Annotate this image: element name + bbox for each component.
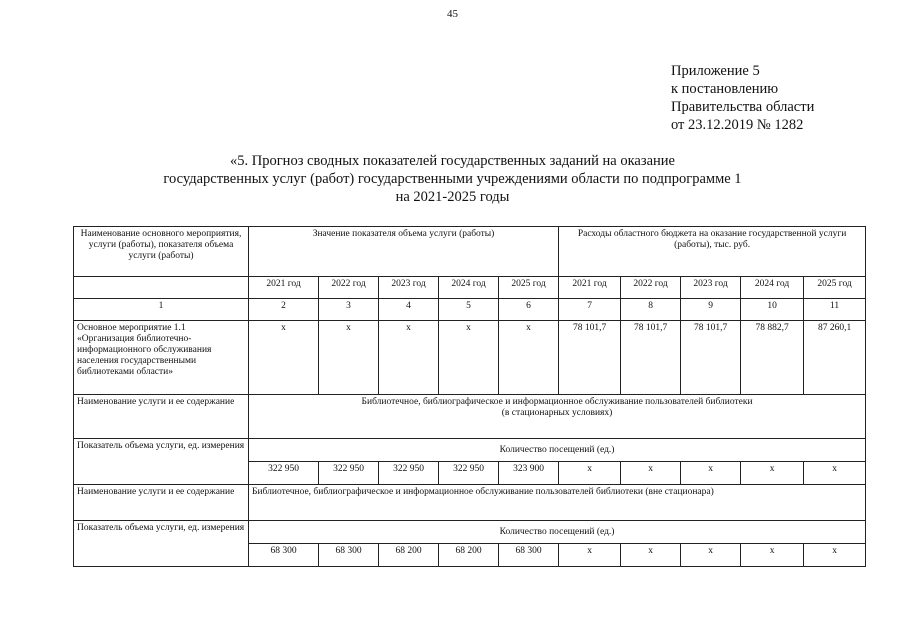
header-row bbox=[74, 227, 866, 277]
service-name-value-cell bbox=[249, 395, 866, 439]
expense-cell: 78 101,7 bbox=[559, 321, 621, 395]
appendix-line: к постановлению bbox=[671, 81, 779, 97]
expense-cell: x bbox=[621, 462, 681, 485]
expense-cell: x bbox=[741, 544, 804, 567]
value-cell: 68 300 bbox=[319, 544, 379, 567]
year-cell: 2025 год bbox=[499, 277, 559, 299]
years-row bbox=[74, 277, 866, 299]
header-value-cell: Значение показателя объема услуги (работы) bbox=[249, 227, 559, 277]
service-name-value-cell: Библиотечное, библиографическое и информационное обслуживание пользователей библиотеки (вне стационара) bbox=[249, 485, 866, 521]
year-cell: 2024 год bbox=[741, 277, 804, 299]
service2-indicator-row bbox=[74, 521, 866, 544]
service-name-line: Библиотечное, библиографическое и информационное обслуживание пользователей библиотеки bbox=[361, 397, 753, 407]
value-cell: 68 300 bbox=[499, 544, 559, 567]
expense-cell: x bbox=[681, 544, 741, 567]
value-cell: 322 950 bbox=[439, 462, 499, 485]
column-number-cell: 2 bbox=[249, 299, 319, 321]
column-number-cell: 5 bbox=[439, 299, 499, 321]
forecast-table bbox=[73, 226, 866, 567]
measure-row bbox=[74, 321, 866, 395]
year-cell: 2021 год bbox=[249, 277, 319, 299]
service1-indicator-row bbox=[74, 439, 866, 462]
expense-cell: x bbox=[804, 544, 866, 567]
column-number-cell: 8 bbox=[621, 299, 681, 321]
appendix-line: Приложение 5 bbox=[671, 63, 760, 79]
title-line: «5. Прогноз сводных показателей государственных заданий на оказание bbox=[230, 153, 675, 169]
year-cell: 2023 год bbox=[379, 277, 439, 299]
column-number-cell: 7 bbox=[559, 299, 621, 321]
year-cell: 2022 год bbox=[319, 277, 379, 299]
column-number-cell: 11 bbox=[804, 299, 866, 321]
expense-cell: 78 882,7 bbox=[741, 321, 804, 395]
expense-cell: x bbox=[621, 544, 681, 567]
service2-name-row bbox=[74, 485, 866, 521]
header-name-cell: Наименование основного мероприятия, услуги (работы), показателя объема услуги (работы) bbox=[74, 227, 249, 277]
value-cell: 322 950 bbox=[319, 462, 379, 485]
expense-cell: x bbox=[559, 462, 621, 485]
appendix-line: Правительства области bbox=[671, 99, 815, 115]
value-cell: x bbox=[499, 321, 559, 395]
value-cell: 68 300 bbox=[249, 544, 319, 567]
empty-cell bbox=[74, 277, 249, 299]
service-name-line: (в стационарных условиях) bbox=[501, 408, 613, 418]
title-line: государственных услуг (работ) государственными учреждениями области по подпрограмме 1 bbox=[163, 171, 742, 187]
value-cell: x bbox=[379, 321, 439, 395]
value-cell: 68 200 bbox=[379, 544, 439, 567]
expense-cell: x bbox=[804, 462, 866, 485]
year-cell: 2023 год bbox=[681, 277, 741, 299]
expense-cell: 78 101,7 bbox=[621, 321, 681, 395]
document-title bbox=[0, 152, 905, 206]
column-number-cell: 3 bbox=[319, 299, 379, 321]
appendix-block bbox=[671, 62, 814, 134]
appendix-line: от 23.12.2019 № 1282 bbox=[671, 117, 804, 133]
value-cell: 68 200 bbox=[439, 544, 499, 567]
column-number-cell: 1 bbox=[74, 299, 249, 321]
value-cell: 322 950 bbox=[379, 462, 439, 485]
indicator-value-cell: Количество посещений (ед.) bbox=[249, 521, 866, 544]
service-name-label-cell: Наименование услуги и ее содержание bbox=[74, 485, 249, 521]
expense-cell: x bbox=[681, 462, 741, 485]
year-cell: 2021 год bbox=[559, 277, 621, 299]
value-cell: x bbox=[249, 321, 319, 395]
value-cell: x bbox=[439, 321, 499, 395]
expense-cell: x bbox=[559, 544, 621, 567]
column-number-cell: 9 bbox=[681, 299, 741, 321]
expense-cell: x bbox=[741, 462, 804, 485]
year-cell: 2022 год bbox=[621, 277, 681, 299]
value-cell: x bbox=[319, 321, 379, 395]
indicator-value-cell: Количество посещений (ед.) bbox=[249, 439, 866, 462]
column-number-cell: 4 bbox=[379, 299, 439, 321]
expense-cell: 87 260,1 bbox=[804, 321, 866, 395]
column-number-cell: 6 bbox=[499, 299, 559, 321]
page-number: 45 bbox=[447, 8, 458, 20]
measure-label-cell: Основное мероприятие 1.1 «Организация библиотечно-информационного обслуживания населения государственными библиотеками области» bbox=[74, 321, 249, 395]
year-cell: 2024 год bbox=[439, 277, 499, 299]
column-number-row bbox=[74, 299, 866, 321]
value-cell: 323 900 bbox=[499, 462, 559, 485]
value-cell: 322 950 bbox=[249, 462, 319, 485]
indicator-label-cell: Показатель объема услуги, ед. измерения bbox=[74, 439, 249, 485]
year-cell: 2025 год bbox=[804, 277, 866, 299]
indicator-label-cell: Показатель объема услуги, ед. измерения bbox=[74, 521, 249, 567]
expense-cell: 78 101,7 bbox=[681, 321, 741, 395]
header-expense-cell: Расходы областного бюджета на оказание государственной услуги (работы), тыс. руб. bbox=[559, 227, 866, 277]
service-name-label-cell: Наименование услуги и ее содержание bbox=[74, 395, 249, 439]
title-line: на 2021-2025 годы bbox=[395, 189, 510, 205]
service1-name-row bbox=[74, 395, 866, 439]
column-number-cell: 10 bbox=[741, 299, 804, 321]
